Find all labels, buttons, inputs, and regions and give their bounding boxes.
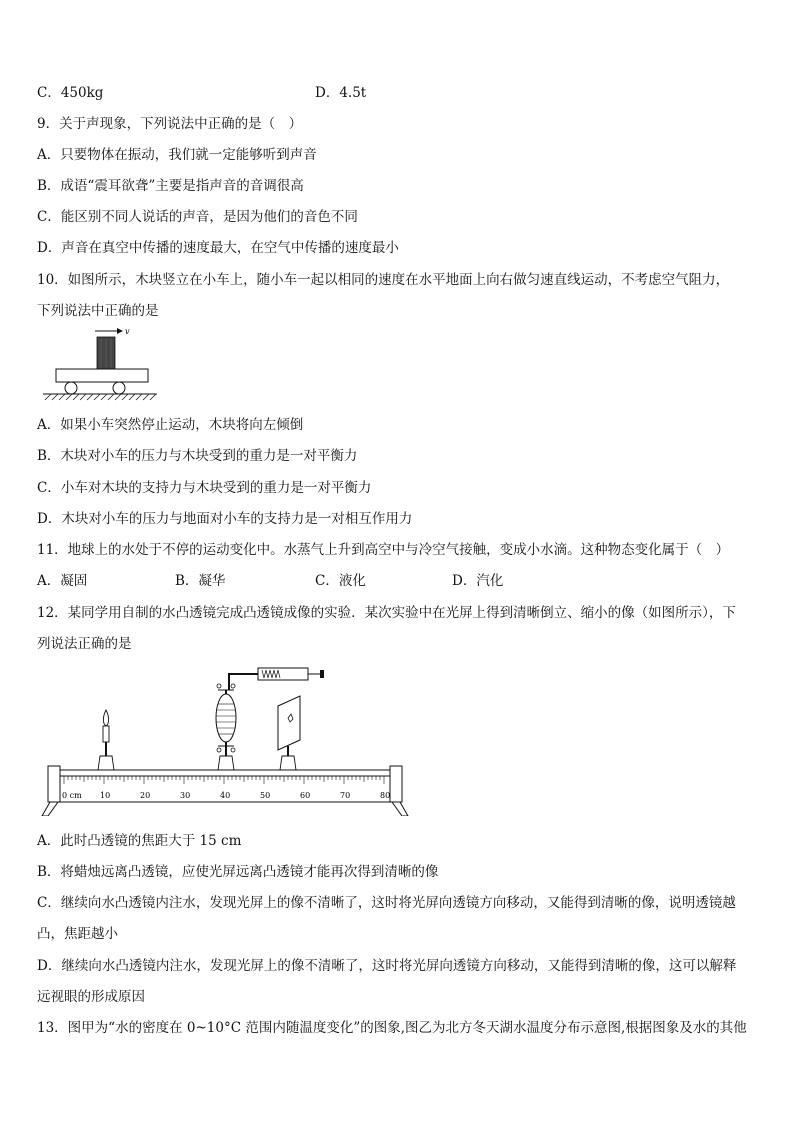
cart-wheel-right — [113, 382, 125, 394]
candle — [98, 710, 114, 770]
ruler-label-50: 50 — [260, 791, 271, 800]
q10-option-b: B．木块对小车的压力与木块受到的重力是一对平衡力 — [37, 448, 358, 464]
q11-option-d: D．汽化 — [452, 573, 504, 589]
q12-option-c-line2: 凸，焦距越小 — [37, 926, 118, 942]
ground-hatching — [45, 394, 156, 400]
velocity-arrowhead — [117, 328, 123, 334]
q12-option-d-line1: D．继续向水凸透镜内注水，发现光屏上的像不清晰了，这时将光屏向透镜方向移动，又能得到清晰的像，这可以解释 — [37, 958, 737, 974]
q12-option-a: A．此时凸透镜的焦距大于 15 cm — [37, 833, 242, 849]
light-screen — [278, 696, 300, 770]
ruler-label-30: 30 — [180, 791, 191, 800]
q12-stem-line1: 12．某同学用自制的水凸透镜完成凸透镜成像的实验．某次实验中在光屏上得到清晰倒立、缩小的像（如图所示），下 — [37, 605, 736, 621]
q8-option-c: C．450kg — [37, 85, 104, 101]
ruler-label-0: 0 cm — [62, 791, 82, 800]
q9-option-d: D．声音在真空中传播的速度最大，在空气中传播的速度最小 — [37, 240, 399, 256]
bench-leg-right — [392, 802, 408, 816]
cart-body — [56, 369, 148, 382]
ruler-label-60: 60 — [300, 791, 311, 800]
velocity-label: v — [125, 327, 130, 336]
q10-option-d: D．木块对小车的压力与地面对小车的支持力是一对相互作用力 — [37, 511, 413, 527]
q11-stem: 11．地球上的水处于不停的运动变化中。水蒸气上升到高空中与冷空气接触，变成小水滴。这种物态变化属于（ ） — [37, 542, 730, 558]
syringe — [228, 668, 324, 690]
q11-option-b: B．凝华 — [175, 573, 226, 589]
q10-option-a: A．如果小车突然停止运动，木块将向左倾倒 — [37, 417, 304, 433]
bench-leg-left — [42, 802, 58, 816]
optical-bench — [42, 766, 408, 816]
ruler-label-10: 10 — [100, 791, 111, 800]
q12-option-c-line1: C．继续向水凸透镜内注水，发现光屏上的像不清晰了，这时将光屏向透镜方向移动，又能得到清晰的像，说明透镜越 — [37, 895, 736, 911]
q8-option-d: D．4.5t — [315, 85, 367, 101]
q10-stem-line2: 下列说法中正确的是 — [37, 303, 159, 319]
ruler-label-40: 40 — [220, 791, 231, 800]
ruler-label-80: 80 — [380, 791, 391, 800]
candle-flame — [103, 710, 108, 726]
q12-stem-line2: 列说法正确的是 — [37, 636, 132, 652]
q10-cart-figure — [40, 325, 160, 407]
q12-option-b: B．将蜡烛远离凸透镜，应使光屏远离凸透镜才能再次得到清晰的像 — [37, 864, 439, 880]
q10-option-c: C．小车对木块的支持力与木块受到的重力是一对平衡力 — [37, 480, 372, 496]
cart-wheel-left — [65, 382, 77, 394]
q9-stem: 9．关于声现象，下列说法中正确的是（ ） — [37, 116, 303, 132]
ruler-label-20: 20 — [140, 791, 151, 800]
q13-stem-line1: 13．图甲为“水的密度在 0~10°C 范围内随温度变化”的图象,图乙为北方冬天湖水温度分布示意图,根据图象及水的其他 — [37, 1020, 747, 1036]
q8-options — [37, 84, 757, 102]
q11-option-a: A．凝固 — [37, 573, 88, 589]
q11-options — [37, 572, 757, 590]
water-lens — [216, 684, 236, 770]
q12-optical-bench-figure — [38, 660, 410, 816]
q9-option-c: C．能区别不同人说话的声音，是因为他们的音色不同 — [37, 209, 358, 225]
q9-option-a: A．只要物体在振动，我们就一定能够听到声音 — [37, 147, 317, 163]
q11-option-c: C．液化 — [315, 573, 366, 589]
q9-option-b: B．成语“震耳欲聋”主要是指声音的音调很高 — [37, 178, 304, 194]
ruler-label-70: 70 — [340, 791, 351, 800]
q10-stem-line1: 10．如图所示，木块竖立在小车上，随小车一起以相同的速度在水平地面上向右做匀速直线运动，不考虑空气阻力， — [37, 272, 730, 288]
q12-option-d-line2: 远视眼的形成原因 — [37, 989, 145, 1005]
